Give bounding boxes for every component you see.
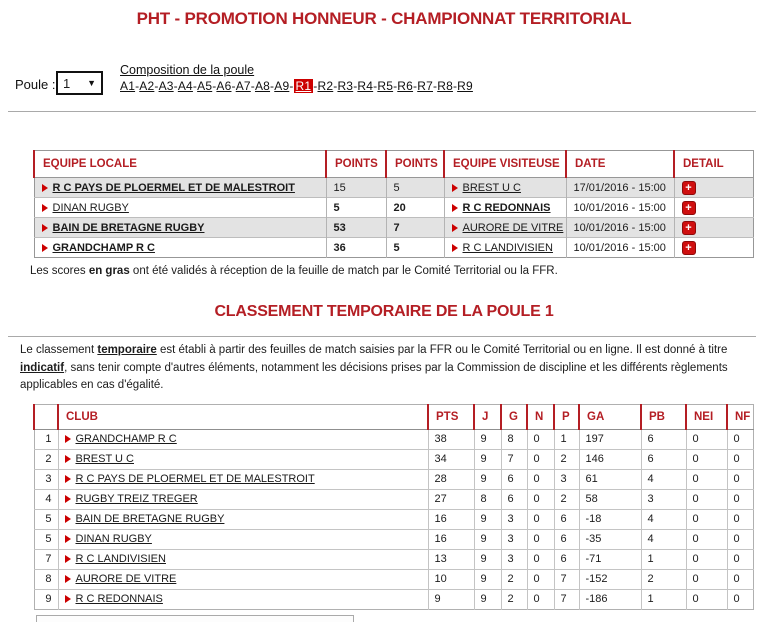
ga-cell: 146: [579, 449, 641, 469]
poule-code-link-a1[interactable]: A1: [120, 79, 136, 93]
club-link[interactable]: AURORE DE VITRE: [75, 573, 177, 585]
home-team-cell: [34, 198, 326, 218]
code-separator: -: [433, 79, 438, 93]
p-cell: 6: [554, 549, 579, 569]
classement-description: [20, 342, 754, 395]
poule-code-link-r3[interactable]: R3: [337, 79, 354, 93]
triangle-bullet-icon: [65, 495, 71, 503]
pb-cell: 2: [641, 569, 686, 589]
j-cell: 9: [474, 549, 501, 569]
nf-cell: 0: [727, 529, 753, 549]
divider-classement: [8, 336, 756, 337]
poule-code-link-r2[interactable]: R2: [317, 79, 334, 93]
home-team-cell: [34, 218, 326, 238]
code-separator: -: [270, 79, 275, 93]
pts-cell: 16: [428, 529, 474, 549]
p-cell: 3: [554, 469, 579, 489]
ga-cell: -35: [579, 529, 641, 549]
matches-col-header-0: EQUIPE LOCALE: [34, 151, 326, 178]
rank-cell: 5: [34, 529, 58, 549]
poule-code-link-r1[interactable]: R1: [295, 79, 312, 93]
nei-cell: 0: [686, 589, 727, 609]
poule-selected-value: 1: [63, 75, 71, 91]
triangle-bullet-icon: [42, 184, 48, 192]
match-row: [34, 178, 753, 198]
pts-cell: 13: [428, 549, 474, 569]
n-cell: 0: [527, 589, 554, 609]
nf-cell: 0: [727, 549, 753, 569]
detail-cell: [674, 198, 753, 218]
n-cell: 0: [527, 429, 554, 449]
away-points-cell: 5: [386, 238, 444, 258]
rank-cell: 9: [34, 589, 58, 609]
poule-code-link-a3[interactable]: A3: [158, 79, 174, 93]
j-cell: 9: [474, 469, 501, 489]
triangle-bullet-icon: [65, 555, 71, 563]
matches-col-header-4: DATE: [566, 151, 674, 178]
triangle-bullet-icon: [65, 475, 71, 483]
validated-scores-note: [30, 265, 768, 277]
detail-plus-button[interactable]: +: [682, 181, 696, 195]
ga-cell: -71: [579, 549, 641, 569]
matches-table: [33, 150, 754, 258]
poule-code-link-r5[interactable]: R5: [377, 79, 394, 93]
triangle-bullet-icon: [42, 244, 48, 252]
text-segment: indicatif: [20, 361, 65, 374]
away-team-link[interactable]: R C REDONNAIS: [462, 201, 551, 214]
poule-code-link-a6[interactable]: A6: [216, 79, 232, 93]
match-row: [34, 198, 753, 218]
home-team-link[interactable]: DINAN RUGBY: [52, 201, 129, 214]
poule-label: Poule :: [15, 77, 56, 92]
g-cell: 7: [501, 449, 527, 469]
standings-col-header-PB: PB: [641, 404, 686, 429]
standings-col-header-PTS: PTS: [428, 404, 474, 429]
matches-col-header-3: EQUIPE VISITEUSE: [444, 151, 566, 178]
away-team-link[interactable]: BREST U C: [462, 181, 521, 194]
home-team-cell: [34, 238, 326, 258]
page-title: PHT - PROMOTION HONNEUR - CHAMPIONNAT TERRITORIAL: [136, 9, 632, 28]
p-cell: 7: [554, 569, 579, 589]
standings-row: [34, 589, 753, 609]
triangle-bullet-icon: [65, 535, 71, 543]
ga-cell: -186: [579, 589, 641, 609]
standings-header-row: [34, 404, 753, 429]
matches-header-row: [34, 151, 753, 178]
away-team-cell: [444, 218, 566, 238]
code-separator: -: [231, 79, 236, 93]
detail-cell: [674, 178, 753, 198]
club-link[interactable]: RUGBY TREIZ TREGER: [75, 493, 198, 505]
triangle-bullet-icon: [65, 575, 71, 583]
club-link[interactable]: BREST U C: [75, 453, 134, 465]
ga-cell: 61: [579, 469, 641, 489]
pts-cell: 38: [428, 429, 474, 449]
club-cell: [58, 469, 428, 489]
code-separator: -: [289, 79, 294, 93]
poule-code-link-r7[interactable]: R7: [417, 79, 433, 93]
standings-col-header-rank: [34, 404, 58, 429]
ga-cell: 197: [579, 429, 641, 449]
n-cell: 0: [527, 569, 554, 589]
g-cell: 6: [501, 489, 527, 509]
ga-cell: -152: [579, 569, 641, 589]
standings-row: [34, 429, 753, 449]
triangle-bullet-icon: [42, 204, 48, 212]
triangle-bullet-icon: [452, 244, 458, 252]
detail-cell: [674, 218, 753, 238]
home-points-cell: 36: [326, 238, 386, 258]
poule-code-link-r6[interactable]: R6: [397, 79, 414, 93]
text-segment: Les scores: [30, 265, 89, 277]
text-segment: ont été validés à réception de la feuille de match par le Comité Territorial ou la FFR.: [129, 265, 558, 277]
poule-code-link-r9[interactable]: R9: [457, 79, 473, 93]
rank-cell: 8: [34, 569, 58, 589]
poule-selector-row: [0, 61, 768, 105]
standings-col-header-CLUB: CLUB: [58, 404, 428, 429]
j-cell: 9: [474, 429, 501, 449]
detail-plus-button[interactable]: +: [682, 201, 696, 215]
chevron-down-icon: ▼: [87, 78, 96, 88]
away-points-cell: 20: [386, 198, 444, 218]
ga-cell: 58: [579, 489, 641, 509]
code-separator: -: [373, 79, 378, 93]
nf-cell: 0: [727, 429, 753, 449]
standings-table: [33, 404, 754, 610]
j-cell: 9: [474, 449, 501, 469]
classement-title: CLASSEMENT TEMPORAIRE DE LA POULE 1: [214, 303, 554, 320]
away-points-cell: 5: [386, 178, 444, 198]
match-date-cell: 10/01/2016 - 15:00: [566, 238, 674, 258]
pts-cell: 16: [428, 509, 474, 529]
club-link[interactable]: BAIN DE BRETAGNE RUGBY: [75, 513, 225, 525]
code-separator: -: [353, 79, 358, 93]
g-cell: 6: [501, 469, 527, 489]
club-link[interactable]: R C LANDIVISIEN: [75, 553, 166, 565]
nei-cell: 0: [686, 509, 727, 529]
nei-cell: 0: [686, 469, 727, 489]
nei-cell: 0: [686, 529, 727, 549]
home-points-cell: 5: [326, 198, 386, 218]
legend-box-partial: [36, 615, 354, 622]
text-segment: , sans tenir compte d'autres éléments, notamment les décisions prises par la Commission de discipline et les différents règlements applicables en cas d'égalité.: [20, 361, 728, 391]
poule-code-link-a7[interactable]: A7: [235, 79, 251, 93]
composition-link[interactable]: Composition de la poule: [120, 63, 255, 77]
club-link[interactable]: GRANDCHAMP R C: [75, 433, 177, 445]
nf-cell: 0: [727, 589, 753, 609]
triangle-bullet-icon: [42, 224, 48, 232]
standings-col-header-P: P: [554, 404, 579, 429]
match-row: [34, 238, 753, 258]
n-cell: 0: [527, 469, 554, 489]
p-cell: 7: [554, 589, 579, 609]
detail-plus-button[interactable]: +: [682, 241, 696, 255]
club-cell: [58, 509, 428, 529]
nf-cell: 0: [727, 489, 753, 509]
n-cell: 0: [527, 489, 554, 509]
code-separator: -: [393, 79, 398, 93]
divider-top: [8, 111, 756, 112]
club-cell: [58, 589, 428, 609]
home-team-cell: [34, 178, 326, 198]
text-segment: en gras: [88, 265, 130, 277]
triangle-bullet-icon: [65, 515, 71, 523]
poule-code-link-r8[interactable]: R8: [437, 79, 453, 93]
matches-col-header-1: POINTS: [326, 151, 386, 178]
nf-cell: 0: [727, 469, 753, 489]
rank-cell: 5: [34, 509, 58, 529]
triangle-bullet-icon: [452, 204, 458, 212]
home-points-cell: 15: [326, 178, 386, 198]
pb-cell: 1: [641, 589, 686, 609]
standings-row: [34, 449, 753, 469]
pb-cell: 6: [641, 429, 686, 449]
g-cell: 2: [501, 569, 527, 589]
text-segment: Le classement: [20, 344, 98, 356]
p-cell: 2: [554, 449, 579, 469]
code-separator: -: [135, 79, 140, 93]
home-team-link[interactable]: BAIN DE BRETAGNE RUGBY: [52, 221, 205, 234]
nf-cell: 0: [727, 569, 753, 589]
pb-cell: 3: [641, 489, 686, 509]
code-separator: -: [250, 79, 255, 93]
nei-cell: 0: [686, 449, 727, 469]
pts-cell: 28: [428, 469, 474, 489]
pb-cell: 4: [641, 529, 686, 549]
poule-code-link-a2[interactable]: A2: [139, 79, 155, 93]
g-cell: 3: [501, 509, 527, 529]
club-cell: [58, 549, 428, 569]
j-cell: 9: [474, 569, 501, 589]
poule-code-links: [120, 79, 473, 93]
nf-cell: 0: [727, 449, 753, 469]
home-team-link[interactable]: GRANDCHAMP R C: [52, 241, 155, 254]
away-team-link[interactable]: R C LANDIVISIEN: [462, 241, 553, 254]
j-cell: 9: [474, 589, 501, 609]
triangle-bullet-icon: [65, 455, 71, 463]
code-separator: -: [333, 79, 338, 93]
rank-cell: 3: [34, 469, 58, 489]
pb-cell: 4: [641, 509, 686, 529]
nei-cell: 0: [686, 569, 727, 589]
code-separator: -: [173, 79, 178, 93]
standings-col-header-GA: GA: [579, 404, 641, 429]
away-team-cell: [444, 178, 566, 198]
nf-cell: 0: [727, 509, 753, 529]
pts-cell: 10: [428, 569, 474, 589]
poule-select-dropdown[interactable]: [56, 71, 103, 95]
text-segment: temporaire: [97, 344, 157, 356]
p-cell: 6: [554, 509, 579, 529]
standings-row: [34, 549, 753, 569]
match-date-cell: 10/01/2016 - 15:00: [566, 218, 674, 238]
away-team-cell: [444, 238, 566, 258]
standings-row: [34, 469, 753, 489]
nei-cell: 0: [686, 549, 727, 569]
triangle-bullet-icon: [452, 184, 458, 192]
poule-code-link-a8[interactable]: A8: [254, 79, 271, 93]
detail-plus-button[interactable]: +: [682, 221, 696, 235]
nei-cell: 0: [686, 489, 727, 509]
standings-row: [34, 509, 753, 529]
poule-links-block: [120, 61, 473, 93]
home-team-link[interactable]: R C PAYS DE PLOERMEL ET DE MALESTROIT: [52, 181, 295, 194]
standings-col-header-J: J: [474, 404, 501, 429]
home-points-cell: 53: [326, 218, 386, 238]
p-cell: 1: [554, 429, 579, 449]
match-date-cell: 17/01/2016 - 15:00: [566, 178, 674, 198]
triangle-bullet-icon: [65, 595, 71, 603]
pb-cell: 4: [641, 469, 686, 489]
j-cell: 9: [474, 529, 501, 549]
club-cell: [58, 429, 428, 449]
n-cell: 0: [527, 449, 554, 469]
club-cell: [58, 529, 428, 549]
text-segment: est établi à partir des feuilles de match saisies par la FFR ou le Comité Territorial ou en ligne. Il est donné à titre: [156, 344, 728, 356]
standings-col-header-N: N: [527, 404, 554, 429]
rank-cell: 1: [34, 429, 58, 449]
code-separator: -: [212, 79, 217, 93]
pts-cell: 34: [428, 449, 474, 469]
club-cell: [58, 449, 428, 469]
poule-code-link-a4[interactable]: A4: [177, 79, 193, 93]
club-link[interactable]: R C REDONNAIS: [75, 593, 163, 605]
poule-code-link-a5[interactable]: A5: [197, 79, 213, 93]
matches-col-header-2: POINTS: [386, 151, 444, 178]
standings-row: [34, 529, 753, 549]
club-link[interactable]: R C PAYS DE PLOERMEL ET DE MALESTROIT: [75, 473, 315, 485]
g-cell: 3: [501, 549, 527, 569]
code-separator: -: [313, 79, 318, 93]
triangle-bullet-icon: [452, 224, 458, 232]
code-separator: -: [192, 79, 198, 93]
code-separator: -: [413, 79, 418, 93]
standings-row: [34, 489, 753, 509]
standings-col-header-NEI: NEI: [686, 404, 727, 429]
matches-col-header-5: DETAIL: [674, 151, 753, 178]
ga-cell: -18: [579, 509, 641, 529]
detail-cell: [674, 238, 753, 258]
poule-code-link-a9[interactable]: A9: [274, 79, 290, 93]
standings-col-header-NF: NF: [727, 404, 753, 429]
j-cell: 8: [474, 489, 501, 509]
g-cell: 8: [501, 429, 527, 449]
n-cell: 0: [527, 549, 554, 569]
g-cell: 2: [501, 589, 527, 609]
club-cell: [58, 489, 428, 509]
rank-cell: 2: [34, 449, 58, 469]
p-cell: 2: [554, 489, 579, 509]
away-team-cell: [444, 198, 566, 218]
match-row: [34, 218, 753, 238]
rank-cell: 7: [34, 549, 58, 569]
poule-code-link-r4[interactable]: R4: [357, 79, 374, 93]
g-cell: 3: [501, 529, 527, 549]
triangle-bullet-icon: [65, 435, 71, 443]
away-team-link[interactable]: AURORE DE VITRE: [462, 221, 564, 234]
pb-cell: 6: [641, 449, 686, 469]
j-cell: 9: [474, 509, 501, 529]
n-cell: 0: [527, 529, 554, 549]
p-cell: 6: [554, 529, 579, 549]
match-date-cell: 10/01/2016 - 15:00: [566, 198, 674, 218]
pts-cell: 27: [428, 489, 474, 509]
away-points-cell: 7: [386, 218, 444, 238]
pb-cell: 1: [641, 549, 686, 569]
code-separator: -: [154, 79, 159, 93]
nei-cell: 0: [686, 429, 727, 449]
rank-cell: 4: [34, 489, 58, 509]
standings-col-header-G: G: [501, 404, 527, 429]
club-cell: [58, 569, 428, 589]
pts-cell: 9: [428, 589, 474, 609]
standings-row: [34, 569, 753, 589]
code-separator: -: [452, 79, 458, 93]
page: [0, 9, 768, 622]
club-link[interactable]: DINAN RUGBY: [75, 533, 152, 545]
n-cell: 0: [527, 509, 554, 529]
